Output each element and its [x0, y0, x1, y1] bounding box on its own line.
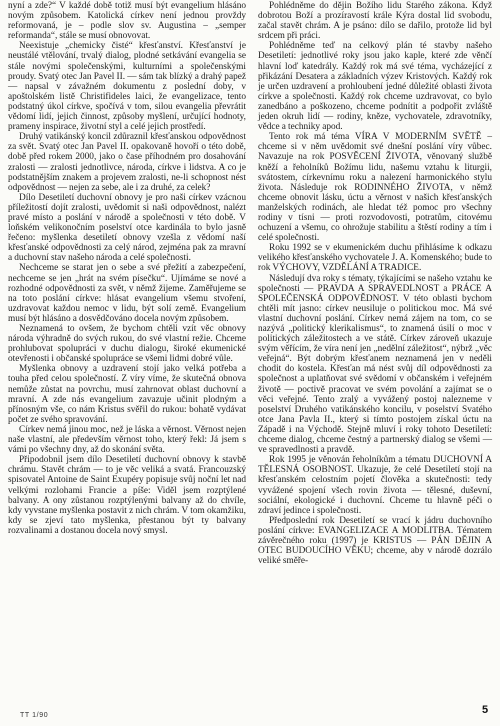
- left-column-paragraph: Nechceme se starat jen o sebe a své přežití a zabezpečení, nechceme se jen „hrát na svém písečku“. Ujímáme se nové a rozhodné odpovědnosti za svět, v němž žijeme. Zaměřujeme se na toto poslání církve: hlásat evangelium všemu stvoření, uzdravovat každou nemoc v lidu, být solí země. Evangelium musí být hlásáno a dosvědčováno docela novým způsobem.: [8, 263, 246, 324]
- left-column-paragraph: Připodobnil jsem dílo Desetiletí duchovní obnovy k stavbě chrámu. Stavět chrám — to je věc veliká a svatá. Francouzský spisovatel Antoine de Saint Exupéry popisuje svůj noční let nad velkými rozlohami Francie a píše: Viděl jsem rozptýlené balvany. A ony zůstanou rozptýlenými balvany až do chvíle, kdy vyvstane myšlenka postavit z nich chrám. V tom okamžiku, kdy se zjeví tato myšlenka, přestanou být ty balvany rozvalinami a dostanou docela nový smysl.: [8, 455, 246, 536]
- left-column-paragraph: Druhý vatikánský koncil zdůraznil křesťanskou odpovědnost za svět. Svatý otec Jan Pavel II. opakovaně hovoří o této době, době před rokem 2000, jako o čase příhodném pro dosahování zralosti — zralosti jednotlivce, národa, církve i lidstva. A co je podstatnějším znakem a projevem zralosti, ne-li schopnost nést odpovědnost — nejen za sebe, ale i za druhé, za celek?: [8, 132, 246, 193]
- left-column-paragraph: Myšlenka obnovy a uzdravení stojí jako velká potřeba a touha před celou společností. Z víry víme, že skutečná obnova nemůže zůstat na povrchu, musí zahrnovat oblast duchovní a mravní. A zde nás evangelium zavazuje učinit plodným a přínosným vše, co nám Kristus svěřil do rukou: bohatě vydávat počet ze svého spravování.: [8, 364, 246, 425]
- right-column-paragraph: Tento rok má téma VÍRA V MODERNÍM SVĚTĚ – chceme si v něm uvědomit své dnešní poslání víry vůbec. Navazuje na rok POSVĚCENÍ ŽIVOTA, věnovaný službě kněží a řeholníků Božímu lidu, našemu vztahu k liturgii, svátostem, církevnímu roku a nalezení harmonického stylu života. Následuje rok RODINNÉHO ŽIVOTA, v němž chceme obnovit lásku, úctu a věrnost v našich křesťanských manželských rodinách, ale hledat též pomoc pro všechny rodiny v tísni — proti rozvodovosti, potratům, citovému ochuzení a všemu, co ohrožuje stabilitu a štěstí rodiny a tím i celé společnosti.: [258, 132, 492, 244]
- left-column-paragraph: Dílo Desetiletí duchovní obnovy je pro naši církev vzácnou příležitostí dojít zralosti, uvědomit si naši odpovědnost, nalézt pravé místo a poslání v národě a společnosti v této době. V loňském velikonočním poselství otce kardinála to bylo jasně řečeno: myšlenka desetiletí obnovy vzešla z vědomí naší křesťanské odpovědnosti za celý národ, zejména pak za mravní a duchovní stav našeho národa a celé společnosti.: [8, 192, 246, 264]
- left-column-paragraph: Neexistuje „chemicky čisté“ křesťanství. Křesťanství je neustálé vtělování, trvalý dialog, plodné setkávání evangelia se stále novými společenskými, kulturními a společenskými proudy. Svatý otec Jan Pavel II. — sám tak blízký a drahý papež — napsal v závažném dokumentu z poslední doby, v apoštolském listě Christifideles laici, že evangelizace, tento podstatný úkol církve, spočívá v tom, silou evangelia převrátit vědomí lidí, jejich činnost, způsoby myšlení, určující hodnoty, prameny inspirace, životní styl a celé jejich prostředí.: [8, 41, 246, 133]
- issue-label: TT 1/90: [20, 712, 49, 719]
- right-column-paragraph: Pohlédněme teď na celkový plán té stavby našeho Desetiletí: jednotlivé roky jsou jako kaple, které zde věnčí hlavní loď katedrály. Každý rok má své téma, vycházející z přikázání Desatera a základních výzev Kristových. Každý rok je určen uzdravení a prohloubení jedné důležité oblasti života církve a společnosti. Každý rok chceme uzdravovat, co bylo zanedbáno a poškozeno, chceme podnítit a podpořit zvláště jeden okruh lidí — rodiny, kněze, vychovatele, zdravotníky, vědce a techniky apod.: [258, 41, 492, 133]
- left-column-paragraph: Církev nemá jinou moc, než je láska a věrnost. Věrnost nejen naše vlastní, ale především věrnost toho, který řekl: Já jsem s vámi po všechny dny, až do skonání světa.: [8, 424, 246, 456]
- right-text-column: [258, 1, 492, 705]
- right-column-paragraph: Roku 1992 se v ekumenickém duchu přihlásíme k odkazu velikého křesťanského vychovatele J. A. Komenského; bude to rok VÝCHOVY, VZDĚLÁNÍ A TRADICE.: [258, 243, 492, 274]
- left-text-column: [8, 1, 246, 705]
- page-number: 5: [482, 704, 489, 716]
- right-column-paragraph: Rok 1995 je věnován řeholníkům a tématu DUCHOVNÍ A TĚLESNÁ OSOBNOST. Ukazuje, že celé Desetiletí stojí na křesťanském celostním pojetí člověka a skutečnosti: tedy vyvážené spojení všech rovin života — tělesné, duševní, sociální, ekologické i duchovní. Chceme tu hlavně péči o zdraví jedince i společnosti.: [258, 455, 492, 516]
- right-column-paragraph: Pohlédněme do dějin Božího lidu Starého zákona. Když dobrotou Boží a prozíravostí krále Kýra dostal lid svobodu, začal stavět chrám. A je psáno: dílo se dařilo, protože lid byl srdcem při práci.: [258, 1, 492, 42]
- left-column-paragraph: Neznamená to ovšem, že bychom chtěli vzít věc obnovy národa výhradně do svých rukou, do své vlastní režie. Chceme prohlubovat spolupráci v duchu dialogu, široké ekumenické otevřenosti i občanské spolupráce se všemi lidmi dobré vůle.: [8, 324, 246, 365]
- right-column-paragraph: Následují dva roky s tématy, týkajícími se našeho vztahu ke společnosti — PRAVDA A SPRAVEDLNOST a PRÁCE A SPOLEČENSKÁ ODPOVĚDNOST. V této oblasti bychom chtěli mít jasno: církev neusiluje o politickou moc. Má své vlastní duchovní poslání. Církev nemá zájem na tom, co se nazývá „politický klerikalismus“, to znamená úsilí o moc v politických záležitostech a ve státě. Církev zároveň ukazuje svým věřícím, že víra není jen „nedělní záležitost“, nýbrž „věc veřejná“. Být dobrým křesťanem neznamená jen v neděli chodit do kostela. Křesťan má nést svůj díl odpovědnosti za společnost a uplatňovat své svědomí v občanském i veřejném životě — poctivě pracovat ve svém povolání a zajímat se o věci veřejné. Tento zralý a vyvážený postoj nalezneme v poselství Druhého vatikánského koncilu, v poselství Svatého otce Jana Pavla II., který si tímto postojem získal úctu na Západě i na Východě. Stejně mluví i roky tohoto Desetiletí: chceme dialog, chceme čestný a partnerský dialog se všemi — ve spravedlnosti a pravdě.: [258, 273, 492, 456]
- left-column-paragraph: nyní a zde?“ V každé době totiž musí být evangelium hlásáno novým způsobem. Katolická církev není jednou provždy reformovaná, je – podle slov sv. Augustina – „semper reformanda“, stále se musí obnovovat.: [8, 1, 246, 42]
- right-column-paragraph: Předposlední rok Desetiletí se vrací k jádru duchovního poslání církve: EVANGELIZACE A MODLITBA. Tématem závěrečného roku (1997) je KRISTUS — PÁN DĚJIN A OTEC BUDOUCÍHO VĚKU; chceme, aby v národě dozrálo veliké směře-: [258, 515, 492, 567]
